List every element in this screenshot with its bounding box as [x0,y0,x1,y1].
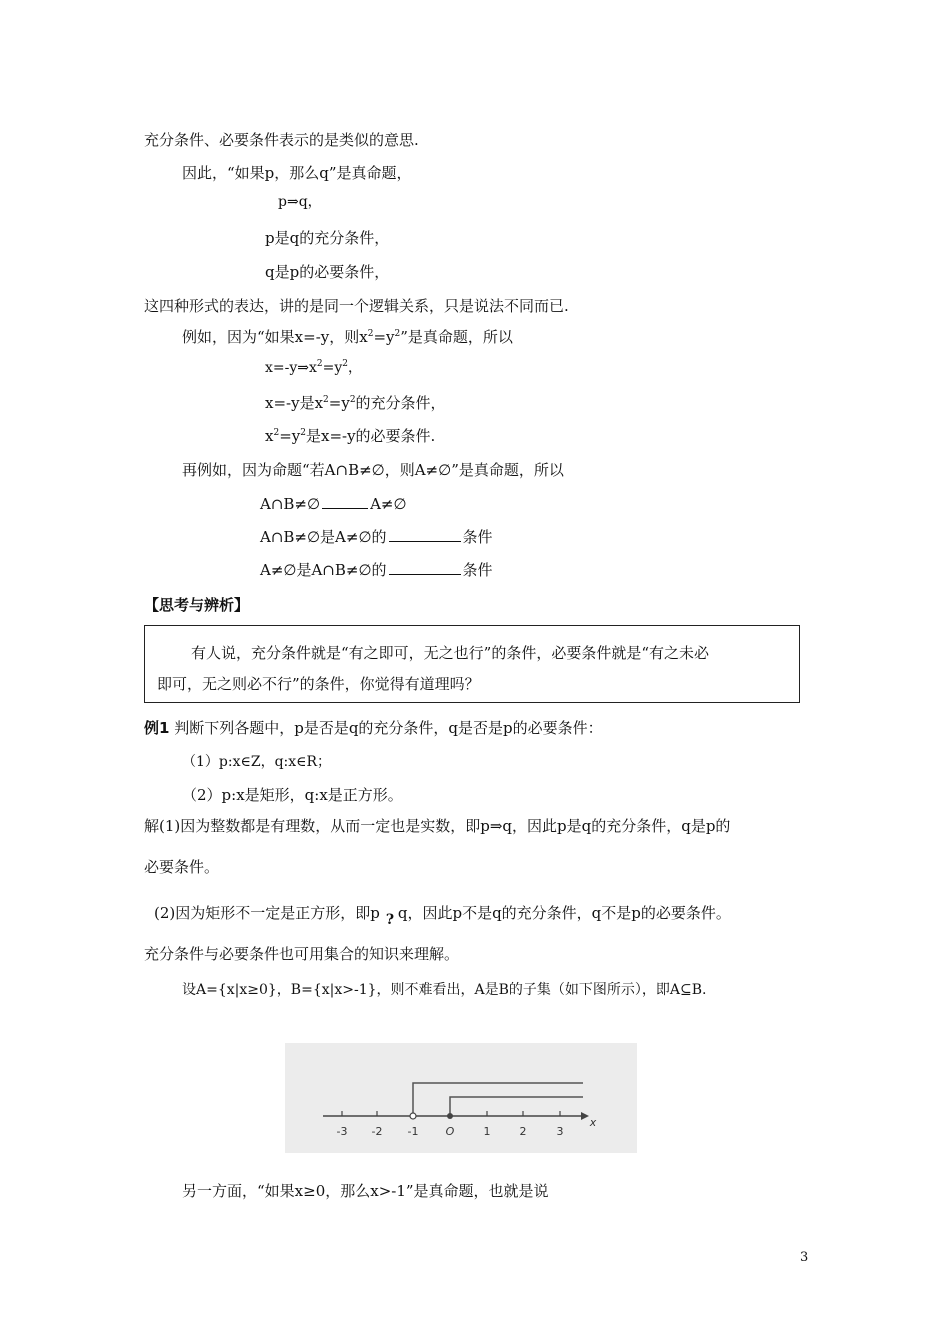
text-line [265,393,446,413]
superscript: 2 [367,329,374,339]
text-line: p⇒q， [278,194,322,210]
text-fragment: 判断下列各题中，p是否是q的充分条件，q是否是p的必要条件： [174,719,603,737]
tick-label: -2 [371,1125,383,1138]
example-question [144,718,603,738]
text-line: 另一方面，“如果x≥0，那么x>-1”是真命题，也就是说 [182,1182,549,1200]
text-line [260,560,493,580]
number-line-figure [285,1043,637,1153]
text-line: 再例如，因为命题“若A∩B≠∅，则A≠∅”是真命题，所以 [182,461,564,479]
tick-label: -3 [336,1125,348,1138]
text-fragment: 的充分条件， [355,394,446,412]
text-fragment: q，因此p不是q的充分条件，q不是p的必要条件。 [397,904,731,922]
text-line: 设A={x|x≥0}，B={x|x>-1}，则不难看出，A是B的子集（如下图所示），即A⊆B. [182,982,707,998]
superscript: 2 [323,395,329,405]
think-text: 即可，无之则必不行”的条件，你觉得有道理吗？ [157,675,480,693]
text-fragment: =y [328,394,350,412]
text-fragment: =y [322,360,343,376]
text-fragment: (2)因为矩形不一定是正方形，即p [154,904,380,922]
set-b-bracket [413,1083,583,1116]
text-fragment: A≠∅是A∩B≠∅的 [260,561,387,579]
tick-label: 2 [519,1125,527,1138]
text-line [182,327,513,347]
open-endpoint [410,1113,416,1119]
section-heading: 【思考与辨析】 [144,596,250,614]
page-number: 3 [800,1250,809,1265]
axis-label: x [589,1116,597,1129]
text-fragment: A∩B≠∅ [260,495,321,513]
text-line: (2)因为矩形不一定是正方形，即p ? q，因此p不是q的充分条件，q不是p的必要条件。 [154,904,731,928]
tick-label: 3 [556,1125,564,1138]
text-fragment: x=-y⇒x [265,360,317,376]
text-fragment: =y [373,328,395,346]
think-text: 有人说，充分条件就是“有之即可，无之也行”的条件，必要条件就是“有之未必 [191,644,710,662]
text-line: 这四种形式的表达，讲的是同一个逻辑关系，只是说法不同而已. [144,297,569,315]
text-fragment: 条件 [462,528,493,546]
superscript: 2 [300,428,306,438]
fill-blank[interactable] [389,527,461,542]
text-fragment: 是x=-y的必要条件. [305,427,436,445]
text-fragment: x=-y是x [265,394,324,412]
text-fragment: 条件 [462,561,493,579]
text-line [265,426,435,446]
superscript: 2 [273,428,280,438]
text-fragment: A∩B≠∅是A≠∅的 [260,528,387,546]
text-line: 充分条件与必要条件也可用集合的知识来理解。 [144,945,460,963]
text-line: 解(1)因为整数都是有理数，从而一定也是实数，即p⇒q，因此p是q的充分条件，q是p的 [144,817,731,835]
text-line: p是q的充分条件， [265,229,390,247]
set-a-bracket [450,1097,583,1116]
think-box [144,625,800,703]
example-label: 例1 [144,719,170,737]
superscript: 2 [342,359,349,369]
text-fragment: =y [279,427,301,445]
tick-label: 1 [483,1125,491,1138]
text-line: （2）p:x是矩形，q:x是正方形。 [182,786,403,804]
text-fragment: ”是真命题，所以 [400,328,513,346]
text-line: q是p的必要条件， [265,263,390,281]
axis-arrow [581,1112,589,1120]
fill-blank[interactable] [389,560,461,575]
text-line: 充分条件、必要条件表示的是类似的意思. [144,131,419,149]
superscript: 2 [316,359,323,369]
tick-label: -1 [407,1125,419,1138]
number-line-svg [285,1043,637,1153]
text-fragment: A≠∅ [370,495,407,513]
text-fragment: 例如，因为“如果x=-y，则x [182,328,368,346]
text-line [265,358,362,378]
text-fragment: x [265,427,274,445]
text-line: 因此，“如果p，那么q”是真命题， [182,164,412,182]
text-line: （1）p:x∈Z，q:x∈R； [182,754,332,770]
closed-endpoint [447,1113,453,1119]
text-line: 必要条件。 [144,858,220,876]
origin-label: O [445,1125,455,1138]
superscript: 2 [394,329,401,339]
text-line [260,494,407,514]
text-fragment: ， [348,360,363,376]
text-line [260,527,493,547]
fill-blank[interactable] [322,494,368,509]
superscript: 2 [349,395,356,405]
